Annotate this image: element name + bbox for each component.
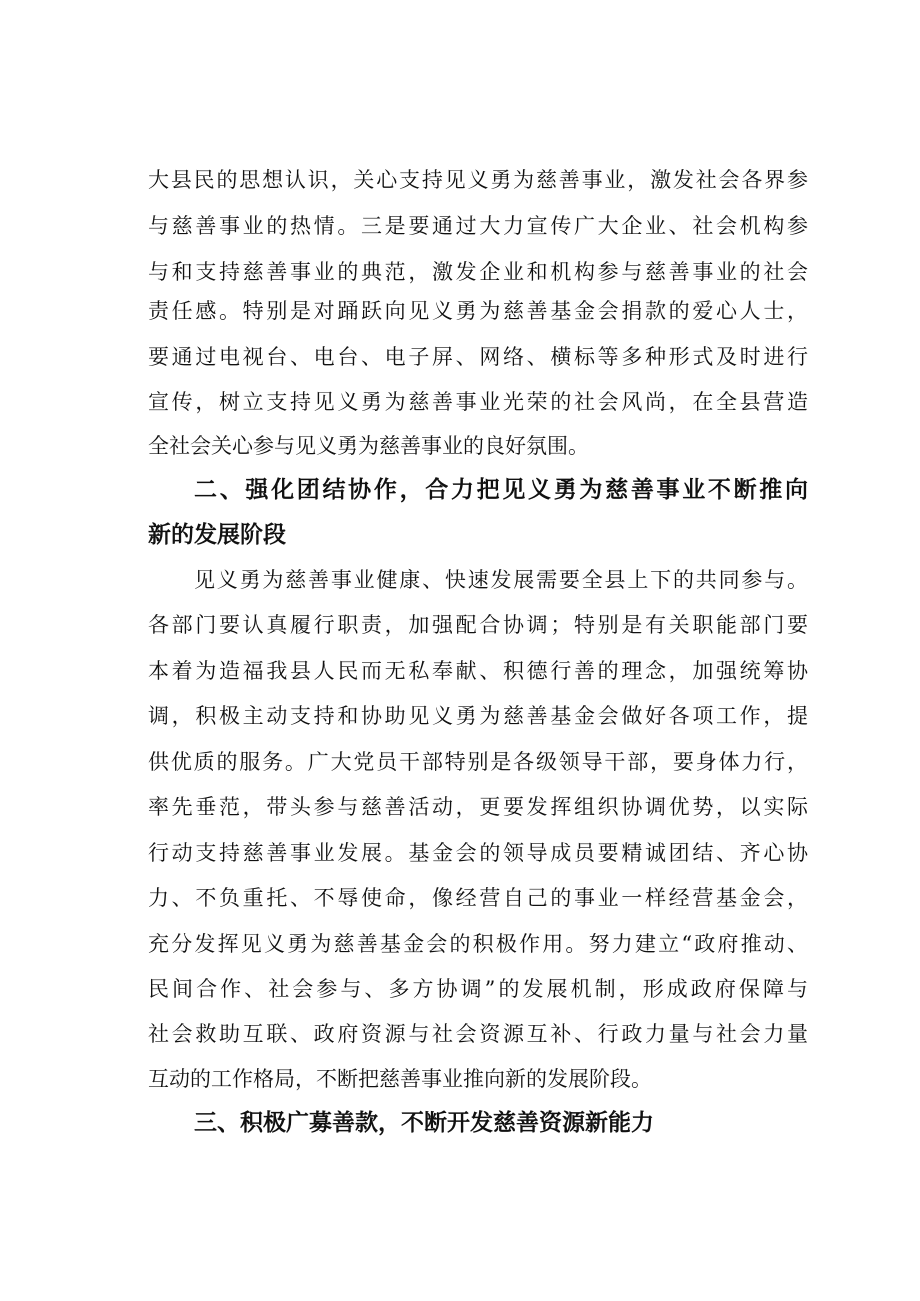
- section-heading-2-line-2: 新的发展阶段: [148, 522, 286, 548]
- paragraph-1-line-5: 要通过电视台、电台、电子屏、网络、横标等多种形式及时进行: [148, 345, 808, 369]
- paragraph-2-line-1: 见义勇为慈善事业健康、快速发展需要全县上下的共同参与。: [194, 568, 808, 592]
- paragraph-2-line-6: 率先垂范，带头参与慈善活动，更要发挥组织协调优势，以实际: [148, 795, 808, 819]
- paragraph-2-line-5: 供优质的服务。广大党员干部特别是各级领导干部，要身体力行，: [148, 750, 808, 774]
- paragraph-1-line-2: 与慈善事业的热情。三是要通过大力宣传广大企业、社会机构参: [148, 214, 808, 238]
- paragraph-2-line-8: 力、不负重托、不辱使命，像经营自己的事业一样经营基金会，: [148, 886, 808, 910]
- section-heading-2-line-1: 二、强化团结协作，合力把见义勇为慈善事业不断推向: [194, 477, 808, 503]
- paragraph-2-line-4: 调，积极主动支持和协助见义勇为慈善基金会做好各项工作，提: [148, 704, 808, 728]
- paragraph-1-line-7: 全社会关心参与见义勇为慈善事业的良好氛围。: [148, 434, 589, 458]
- paragraph-2-line-11: 社会救助互联、政府资源与社会资源互补、行政力量与社会力量: [148, 1022, 808, 1046]
- paragraph-2-line-10: 民间合作、社会参与、多方协调”的发展机制，形成政府保障与: [148, 977, 808, 1001]
- paragraph-1-line-3: 与和支持慈善事业的典范，激发企业和机构参与慈善事业的社会: [148, 260, 808, 284]
- paragraph-2-line-9: 充分发挥见义勇为慈善基金会的积极作用。努力建立“政府推动、: [148, 932, 808, 956]
- paragraph-2-line-12: 互动的工作格局，不断把慈善事业推向新的发展阶段。: [148, 1067, 652, 1091]
- paragraph-2-line-3: 本着为造福我县人民而无私奉献、积德行善的理念，加强统筹协: [148, 659, 808, 683]
- paragraph-1-line-6: 宣传，树立支持见义勇为慈善事业光荣的社会风尚，在全县营造: [148, 390, 808, 414]
- paragraph-1-line-1: 大县民的思想认识，关心支持见义勇为慈善事业，激发社会各界参: [148, 168, 808, 192]
- paragraph-2-line-7: 行动支持慈善事业发展。基金会的领导成员要精诚团结、齐心协: [148, 841, 808, 865]
- paragraph-2-line-2: 各部门要认真履行职责，加强配合协调；特别是有关职能部门要: [148, 613, 808, 637]
- paragraph-1-line-4: 责任感。特别是对踊跃向见义勇为慈善基金会捐款的爱心人士，: [148, 299, 808, 323]
- section-heading-3: 三、积极广募善款，不断开发慈善资源新能力: [194, 1110, 654, 1136]
